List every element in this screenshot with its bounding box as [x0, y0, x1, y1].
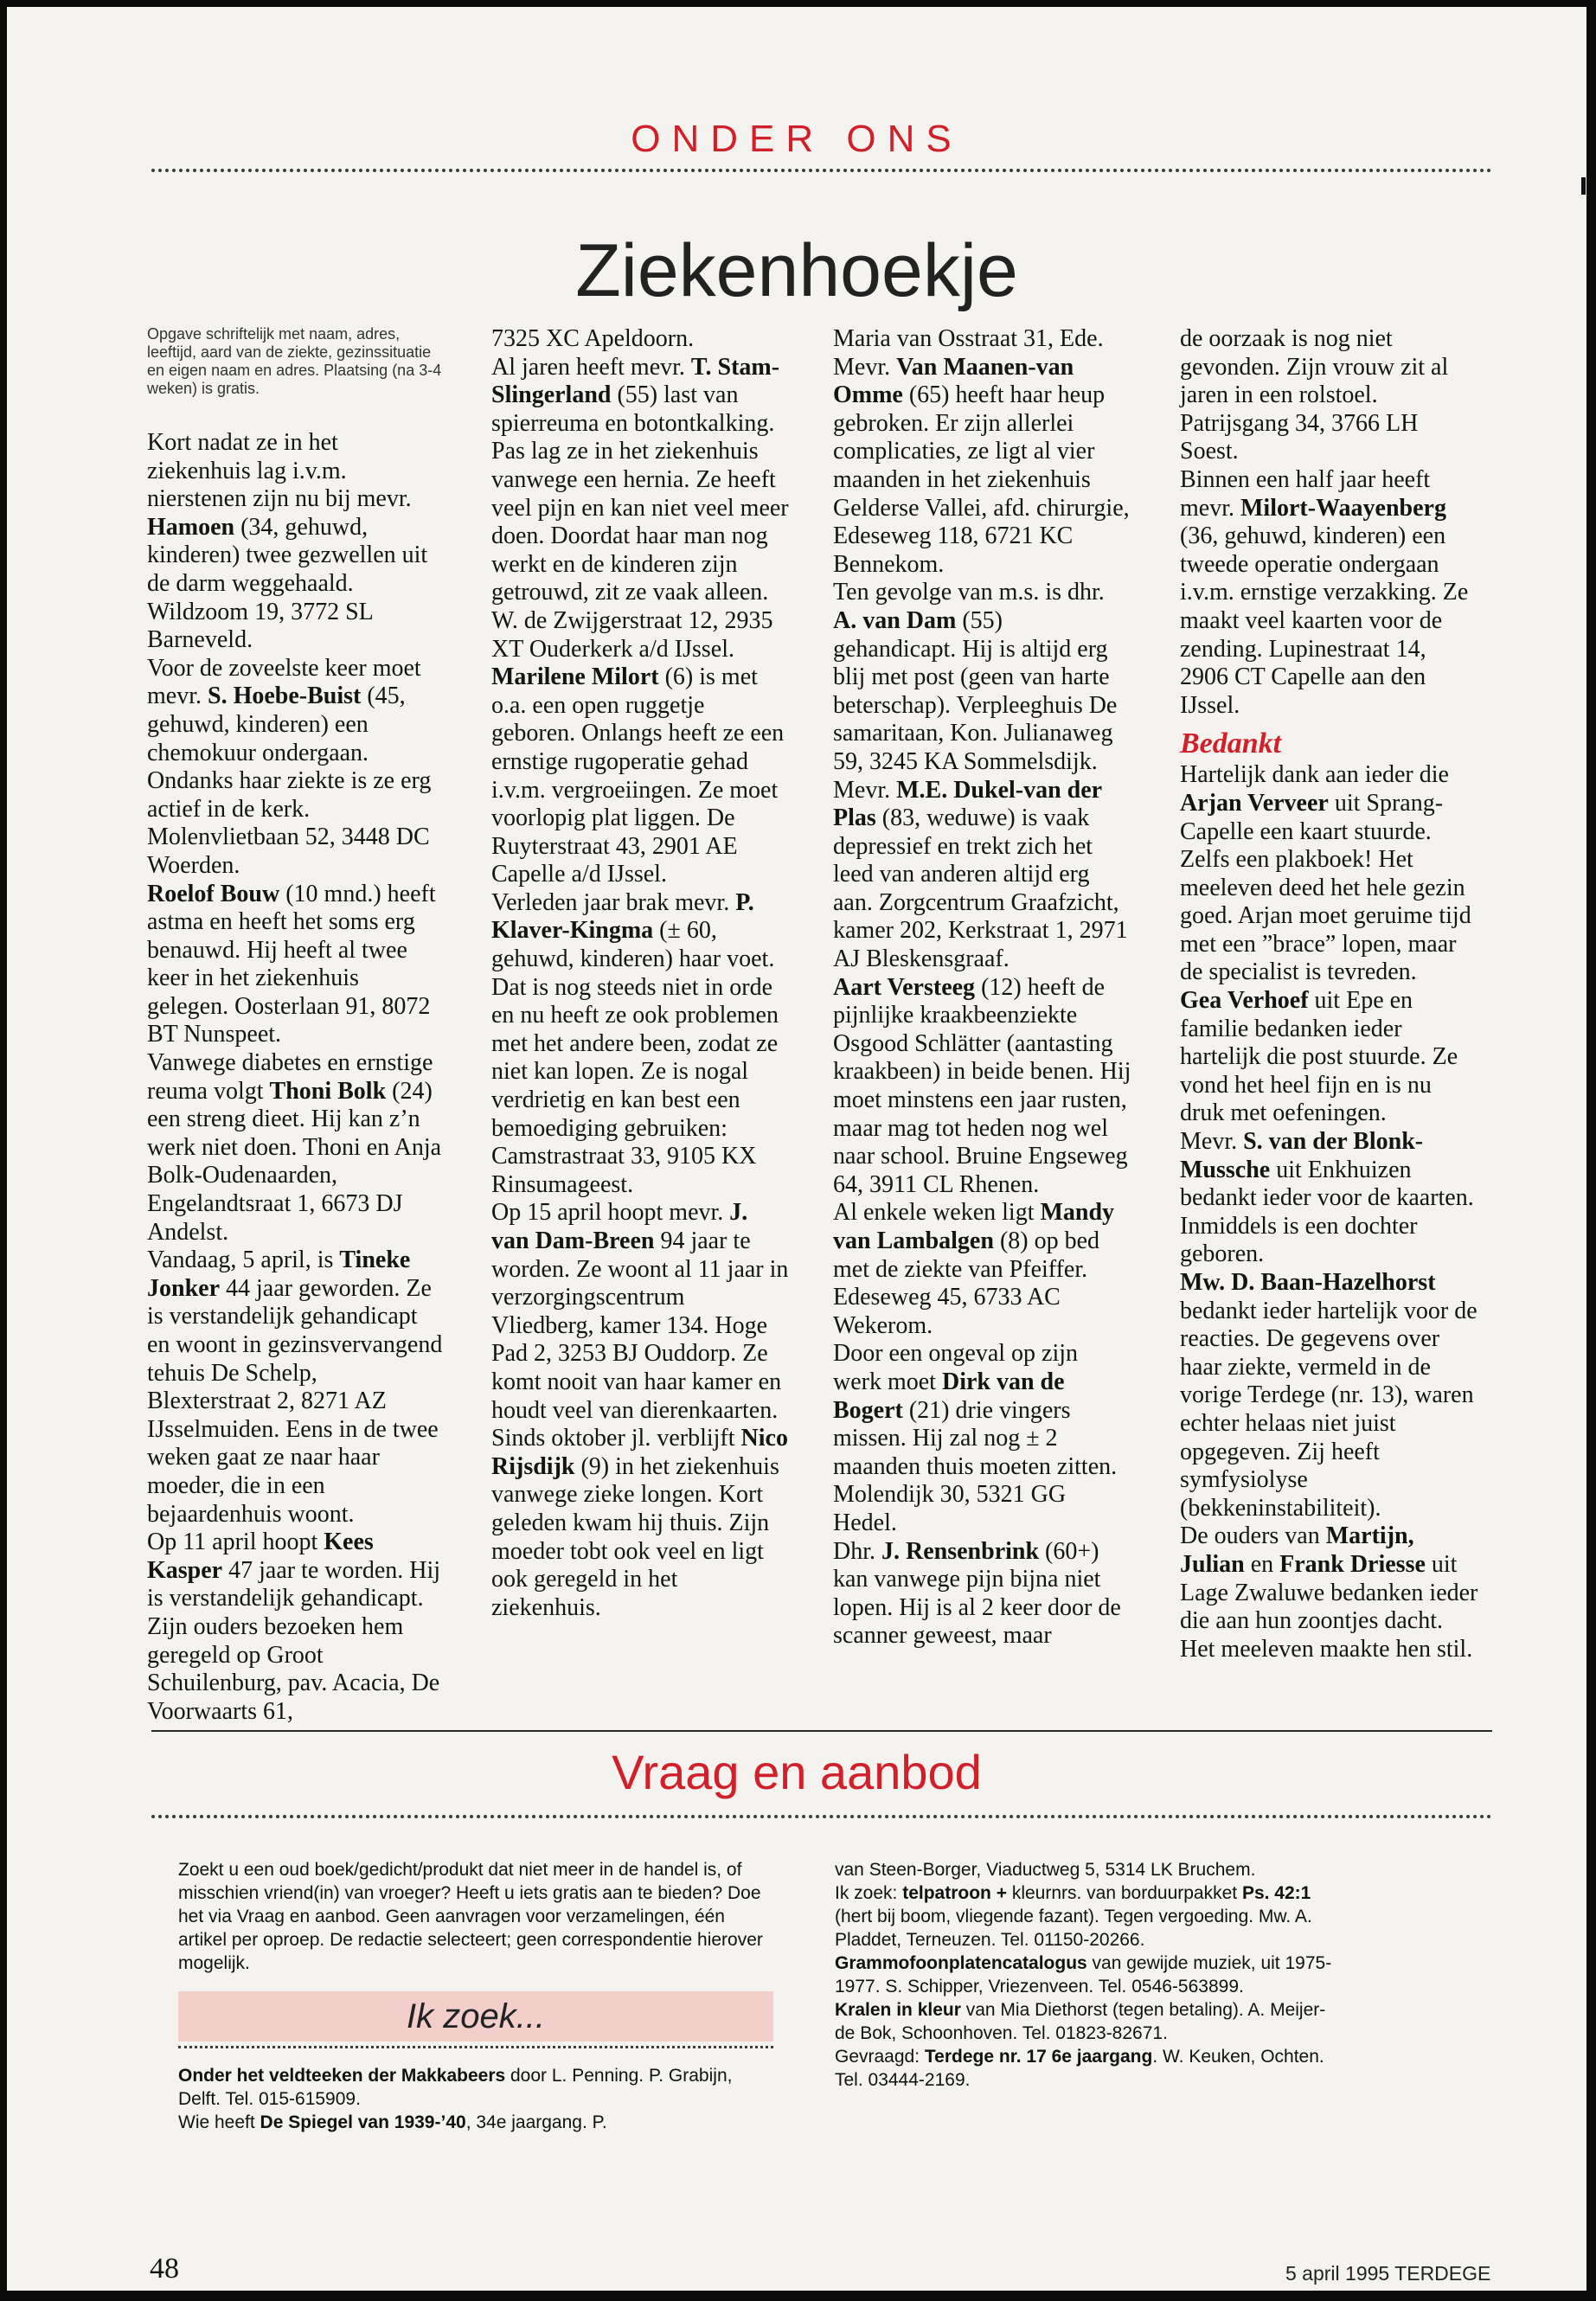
ad-item: Onder het veldteeken der Makkabeers door L. Penning. P. Grabijn, Delft. Tel. 015-615909.	[178, 2066, 733, 2109]
notice: Voor de zoveelste keer moet mevr. S. Hoebe-Buist (45, gehuwd, kinderen) een chemokuur ondergaan. Ondanks haar ziekte is ze erg actief in de kerk. Molenvlietbaan 52, 3448 DC Woerden.	[147, 654, 432, 879]
ad-item: Grammofoonplatencatalogus van gewijde muziek, uit 1975-1977. S. Schipper, Vriezenveen. Tel. 0546-563899.	[835, 1953, 1332, 1997]
notice: Roelof Bouw (10 mnd.) heeft astma en heeft het soms erg benauwd. Hij heeft al twee keer in het ziekenhuis gelegen. Oosterlaan 91, 8072 BT Nunspeet.	[147, 880, 436, 1048]
notice: Maria van Osstraat 31, Ede.	[833, 325, 1104, 352]
column-1	[147, 325, 445, 1726]
intro-note: Opgave schriftelijk met naam, adres, leeftijd, aard van de ziekte, gezinssituatie en eigen naam en adres. Plaatsing (na 3-4 weken) is gratis.	[147, 325, 442, 397]
vraag-intro: Zoekt u een oud boek/gedicht/produkt dat niet meer in de handel is, of misschien vriend(in) van vroeger? Heeft u iets gratis aan te bieden? Doe het via Vraag en aanbod. Geen aanvragen voor verzamelingen, één artikel per oproep. De redactie selecteert; geen correspondentie hierover mogelijk.	[178, 1860, 763, 1973]
notice: Mevr. Van Maanen-van Omme (65) heeft haar heup gebroken. Er zijn allerlei complicaties, ze ligt al vier maanden in het ziekenhuis Gelderse Vallei, afd. chirurgie, Edeseweg 118, 6721 KC Bennekom.	[833, 353, 1130, 578]
notice: 7325 XC Apeldoorn.	[491, 325, 695, 352]
vraag-aanbod-title: Vraag en aanbod	[612, 1745, 982, 1799]
notice: Mevr. M.E. Dukel-van der Plas (83, weduwe) is vaak depressief en trekt zich het leed van anderen altijd erg aan. Zorgcentrum Graafzicht, kamer 202, Kerkstraat 1, 2971 AJ Bleskensgraaf.	[833, 776, 1128, 973]
notice: Aart Versteeg (12) heeft de pijnlijke kraakbeenziekte Osgood Schlätter (aantasting kraakbeen) in beide benen. Hij moet minstens een jaar rusten, maar mag tot heden nog wel naar school. Bruine Engseweg 64, 3911 CL Rhenen.	[833, 973, 1131, 1198]
vraag-right-column	[835, 1858, 1345, 2092]
ad-item: Ik zoek: telpatroon + kleurnrs. van borduurpakket Ps. 42:1 (hert bij boom, vliegende fazant). Tegen vergoeding. Mw. A. Pladdet, Terneuzen. Tel. 01150-20266.	[835, 1883, 1312, 1950]
header-dotted-rule	[151, 169, 1492, 172]
notice: Mevr. S. van der Blonk-Mussche uit Enkhuizen bedankt ieder voor de kaarten. Inmiddels is een dochter geboren.	[1180, 1128, 1474, 1268]
ik-zoek-items	[178, 2064, 775, 2134]
notice: Ten gevolge van m.s. is dhr. A. van Dam (55) gehandicapt. Hij is altijd erg blij met post (geen van harte beterschap). Verpleeghuis De samaritaan, Kon. Julianaweg 59, 3245 KA Sommelsdijk.	[833, 579, 1118, 775]
footer-date: 5 april 1995 TERDEGE	[1285, 2262, 1491, 2285]
notice: Binnen een half jaar heeft mevr. Milort-Waayenberg (36, gehuwd, kinderen) een tweede operatie ondergaan i.v.m. ernstige verzakking. Ze maakt veel kaarten voor de zending. Lupinestraat 14, 2906 CT Capelle aan den IJssel.	[1180, 465, 1469, 719]
notice: Sinds oktober jl. verblijft Nico Rijsdijk (9) in het ziekenhuis vanwege zieke longen. Kort geleden kwam hij thuis. Zijn moeder tobt ook veel en ligt ook geregeld in het ziekenhuis.	[491, 1425, 788, 1621]
ik-zoek-heading: Ik zoek...	[178, 1991, 773, 2041]
magazine-page	[7, 7, 1586, 2291]
page-edge-mark	[1581, 177, 1586, 195]
notice: Hartelijk dank aan ieder die Arjan Verveer uit Sprang-Capelle een kaart stuurde. Zelfs een plakboek! Het meeleven deed het hele gezin goed. Arjan moet geruime tijd met een ”brace” lopen, maar de specialist is tevreden.	[1180, 761, 1471, 986]
notice: Op 15 april hoopt mevr. J. van Dam-Breen 94 jaar te worden. Ze woont al 11 jaar in verzorgingscentrum Vliedberg, kamer 134. Hoge Pad 2, 3253 BJ Ouddorp. Ze komt nooit van haar kamer en houdt veel van dierenkaarten.	[491, 1199, 789, 1424]
notice: Al enkele weken ligt Mandy van Lambalgen (8) op bed met de ziekte van Pfeiffer. Edeseweg 45, 6733 AC Wekerom.	[833, 1199, 1115, 1339]
ad-item: Kralen in kleur van Mia Diethorst (tegen betaling). A. Meijer-de Bok, Schoonhoven. Tel. 01823-82671.	[835, 2000, 1326, 2043]
column-3	[833, 325, 1131, 1650]
section-divider	[151, 1730, 1492, 1732]
notice: Op 11 april hoopt Kees Kasper 47 jaar te worden. Hij is verstandelijk gehandicapt. Zijn ouders bezoeken hem geregeld op Groot Schuilenburg, pav. Acacia, De Voorwaarts 61,	[147, 1529, 441, 1725]
page-title: Ziekenhoekje	[575, 229, 1018, 312]
notice: Kort nadat ze in het ziekenhuis lag i.v.m. nierstenen zijn nu bij mevr. Hamoen (34, gehuwd, kinderen) twee gezwellen uit de darm weggehaald. Wildzoom 19, 3772 SL Barneveld.	[147, 429, 428, 654]
notice: Mw. D. Baan-Hazelhorst bedankt ieder hartelijk voor de reacties. De gegevens over haar ziekte, vermeld in de vorige Terdege (nr. 13), waren echter helaas niet juist opgegeven. Zij heeft symfysiolyse (bekkeninstabiliteit).	[1180, 1269, 1477, 1522]
notice: de oorzaak is nog niet gevonden. Zijn vrouw zit al jaren in een rolstoel. Patrijsgang 34, 3766 LH Soest.	[1180, 325, 1449, 465]
ad-item: van Steen-Borger, Viaductweg 5, 5314 LK Bruchem.	[835, 1860, 1256, 1880]
notice: Door een ongeval op zijn werk moet Dirk van de Bogert (21) drie vingers missen. Hij zal nog ± 2 maanden thuis moeten zitten. Molendijk 30, 5321 GG Hedel.	[833, 1340, 1118, 1536]
notice: Verleden jaar brak mevr. P. Klaver-Kingma (± 60, gehuwd, kinderen) haar voet. Dat is nog steeds niet in orde en nu heeft ze ook problemen met het andere been, zodat ze niet kan lopen. Ze is nogal verdrietig en kan best een bemoediging gebruiken: Camstrastraat 33, 9105 KX Rinsumageest.	[491, 888, 779, 1198]
ik-zoek-dotted-rule	[178, 2046, 773, 2048]
ad-item: Gevraagd: Terdege nr. 17 6e jaargang. W. Keuken, Ochten. Tel. 03444-2169.	[835, 2047, 1324, 2090]
notice: Al jaren heeft mevr. T. Stam-Slingerland (55) last van spierreuma en botontkalking. Pas lag ze in het ziekenhuis vanwege een hernia. Ze heeft veel pijn en kan niet veel meer doen. Doordat haar man nog werkt en de kinderen zijn getrouwd, zit ze vaak alleen. W. de Zwijgerstraat 12, 2935 XT Ouderkerk a/d IJssel.	[491, 353, 789, 663]
notice: Vanwege diabetes en ernstige reuma volgt Thoni Bolk (24) een streng dieet. Hij kan z’n werk niet doen. Thoni en Anja Bolk-Oudenaarden, Engelandtsraat 1, 6673 DJ Andelst.	[147, 1049, 442, 1246]
notice: Marilene Milort (6) is met o.a. een open ruggetje geboren. Onlangs heeft ze een ernstige rugoperatie gehad i.v.m. vergroeiingen. Ze moet voorlopig plat liggen. De Ruyterstraat 43, 2901 AE Capelle a/d IJssel.	[491, 663, 785, 888]
page-number: 48	[150, 2253, 179, 2285]
notice: Vandaag, 5 april, is Tineke Jonker 44 jaar geworden. Ze is verstandelijk gehandicapt en woont in gezinsvervangend tehuis De Schelp, Blexterstraat 2, 8271 AZ IJsselmuiden. Eens in de twee weken gaat ze naar haar moeder, die in een bejaardenhuis woont.	[147, 1247, 443, 1528]
notice: Dhr. J. Rensenbrink (60+) kan vanwege pijn bijna niet lopen. Hij is al 2 keer door de scanner geweest, maar	[833, 1537, 1121, 1650]
notice: De ouders van Martijn, Julian en Frank Driesse uit Lage Zwaluwe bedanken ieder die aan hun zoontjes dacht. Het meeleven maakte hen stil.	[1180, 1522, 1478, 1663]
notice: Gea Verhoef uit Epe en familie bedanken ieder hartelijk die post stuurde. Ze vond het heel fijn en is nu druk met oefeningen.	[1180, 987, 1458, 1127]
column-4	[1180, 325, 1478, 1663]
vraag-dotted-rule	[151, 1815, 1492, 1818]
ad-item: Wie heeft De Spiegel van 1939-’40, 34e jaargang. P.	[178, 2112, 607, 2132]
bedankt-heading: Bedankt	[1180, 727, 1282, 760]
section-label: ONDER ONS	[631, 118, 963, 160]
column-2	[491, 325, 790, 1622]
